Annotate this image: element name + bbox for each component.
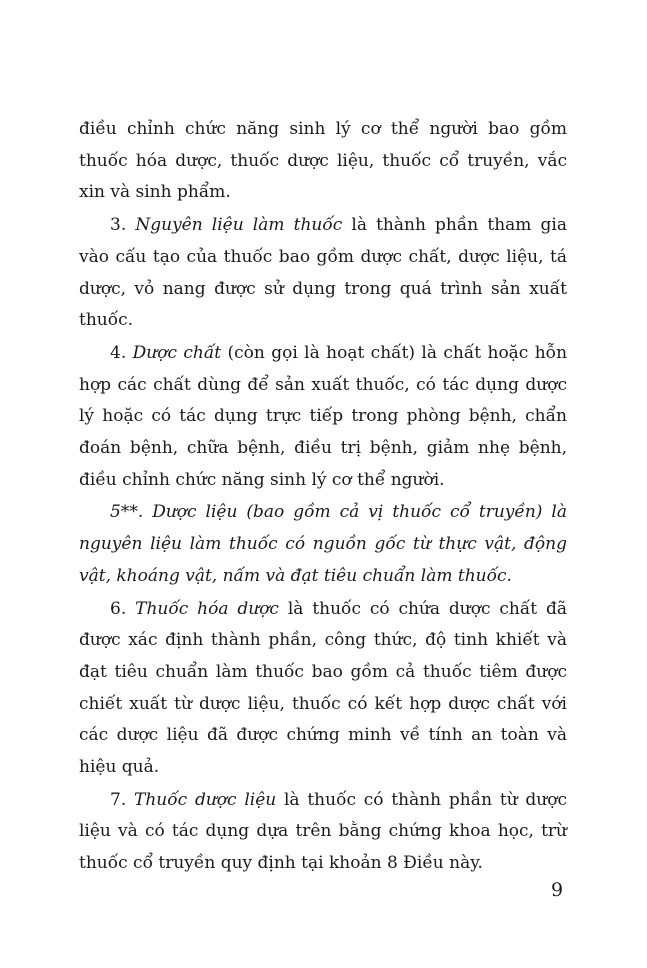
paragraph-text: là thuốc có thành phần từ dược liệu và có tác dụng dựa trên bằng chứng khoa học, trừ thuốc cổ truyền quy định tại khoản 8 Điều này. (79, 789, 568, 874)
paragraph-text: (còn gọi là hoạt chất) là chất hoặc hỗn hợp các chất dùng để sản xuất thuốc, có tác dụng dược lý hoặc có tác dụng trực tiếp trong phòng bệnh, chẩn đoán bệnh, chữa bệnh, điều trị bệnh, giảm nhẹ bệnh, điều chỉnh chức năng sinh lý cơ thể người. (79, 342, 568, 490)
item-number: 4. (110, 342, 127, 363)
paragraph-continuation (79, 114, 567, 209)
paragraph-item-4 (79, 338, 567, 497)
defined-term: Dược chất (132, 342, 222, 363)
paragraph-item-5 (79, 497, 567, 592)
page-body (79, 114, 567, 880)
paragraph-text: là thành phần tham gia vào cấu tạo của thuốc bao gồm dược chất, dược liệu, tá dược, vỏ nang được sử dụng trong quá trình sản xuất thuốc. (79, 215, 567, 331)
defined-term: Thuốc hóa dược (135, 598, 279, 619)
paragraph-text: là thuốc có chứa dược chất đã được xác định thành phần, công thức, độ tinh khiết và đạt tiêu chuẩn làm thuốc bao gồm cả thuốc tiêm được chiết xuất từ dược liệu, thuốc có kết hợp dược chất với các dược liệu đã được chứng minh về tính an toàn và hiệu quả. (79, 598, 568, 778)
paragraph-item-3 (79, 210, 567, 337)
defined-term: Thuốc dược liệu (134, 789, 277, 810)
paragraph-item-7 (79, 785, 567, 880)
item-number: 7. (110, 789, 127, 810)
page-number: 9 (551, 879, 564, 901)
item-number: 3. (110, 215, 127, 236)
item-number: 6. (110, 598, 127, 619)
defined-term: Nguyên liệu làm thuốc (135, 215, 343, 236)
paragraph-text: 5**. Dược liệu (bao gồm cả vị thuốc cổ truyền) là nguyên liệu làm thuốc có nguồn gốc từ thực vật, động vật, khoáng vật, nấm và đạt tiêu chuẩn làm thuốc. (79, 502, 567, 586)
paragraph-item-6 (79, 594, 567, 784)
paragraph-text: điều chỉnh chức năng sinh lý cơ thể người bao gồm thuốc hóa dược, thuốc dược liệu, thuốc cổ truyền, vắc xin và sinh phẩm. (79, 119, 567, 203)
